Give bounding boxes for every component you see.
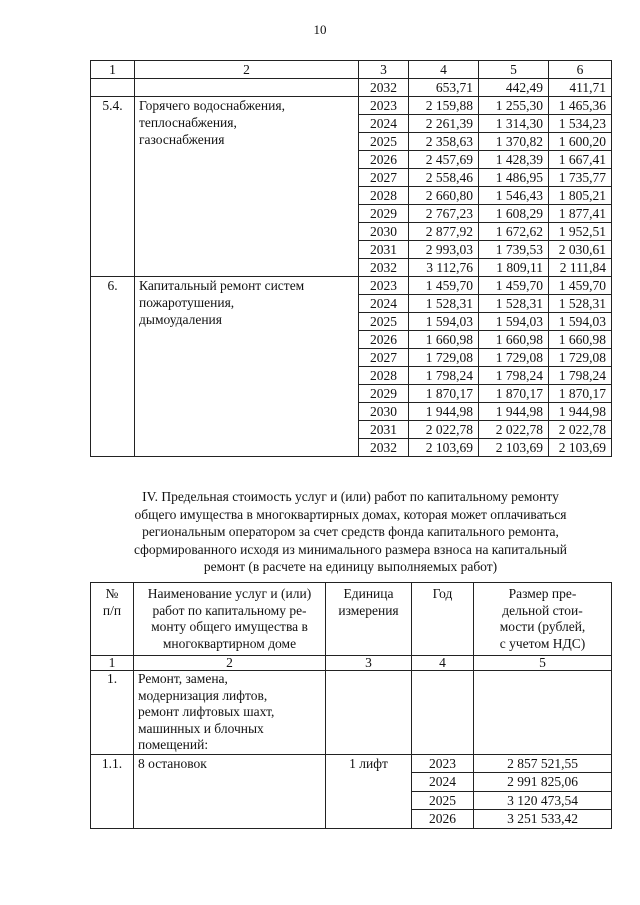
header-cell: 2 bbox=[135, 61, 359, 79]
value-cell: 1 594,03 bbox=[409, 313, 479, 331]
header-max-cost: Размер пре- дельной стои- мости (рублей, с учетом НДС) bbox=[474, 583, 612, 656]
value-cell: 1 809,11 bbox=[479, 259, 549, 277]
table-row bbox=[91, 671, 612, 755]
value-cell: 1 459,70 bbox=[479, 277, 549, 295]
year-cell: 2032 bbox=[359, 439, 409, 457]
value-cell: 1 660,98 bbox=[409, 331, 479, 349]
year-cell: 2024 bbox=[359, 295, 409, 313]
section-iv-heading bbox=[90, 488, 611, 576]
item-unit: 1 лифт bbox=[326, 754, 412, 828]
cost-cell: 2 857 521,55 bbox=[474, 754, 612, 773]
table-header-row bbox=[91, 583, 612, 656]
heading-line: региональным оператором за счет средств фонда капитального ремонта, bbox=[142, 524, 559, 540]
value-cell: 1 944,98 bbox=[549, 403, 612, 421]
table-row bbox=[91, 79, 612, 97]
year-cell: 2023 bbox=[412, 754, 474, 773]
item-number: 6. bbox=[91, 277, 135, 457]
value-cell: 1 660,98 bbox=[479, 331, 549, 349]
value-cell: 1 428,39 bbox=[479, 151, 549, 169]
value-cell: 2 103,69 bbox=[479, 439, 549, 457]
item-name: Ремонт, замена, модернизация лифтов, ремонт лифтовых шахт, машинных и блочных помещений: bbox=[134, 671, 326, 755]
header-cell: 6 bbox=[549, 61, 612, 79]
value-cell: 2 767,23 bbox=[409, 205, 479, 223]
item-number: 5.4. bbox=[91, 97, 135, 277]
item-name bbox=[135, 277, 359, 457]
item-name-line: Капитальный ремонт систем bbox=[139, 278, 305, 293]
header-number: № п/п bbox=[91, 583, 134, 656]
year-cell: 2031 bbox=[359, 241, 409, 259]
year-cell: 2023 bbox=[359, 277, 409, 295]
value-cell: 1 735,77 bbox=[549, 169, 612, 187]
value-cell: 1 528,31 bbox=[479, 295, 549, 313]
value-cell: 1 672,62 bbox=[479, 223, 549, 241]
header-cell: 1 bbox=[91, 61, 135, 79]
value-cell: 1 465,36 bbox=[549, 97, 612, 115]
item-name-line: газоснабжения bbox=[139, 132, 225, 147]
header-cell: 5 bbox=[479, 61, 549, 79]
table-row bbox=[91, 277, 612, 295]
value-cell: 1 314,30 bbox=[479, 115, 549, 133]
value-cell: 2 358,63 bbox=[409, 133, 479, 151]
year-cell: 2026 bbox=[359, 331, 409, 349]
value-cell: 2 558,46 bbox=[409, 169, 479, 187]
year-cell: 2025 bbox=[359, 133, 409, 151]
heading-line: сформированного исходя из минимального размера взноса на капитальный bbox=[133, 541, 568, 557]
value-cell: 1 608,29 bbox=[479, 205, 549, 223]
value-cell: 2 103,69 bbox=[549, 439, 612, 457]
empty-cell bbox=[474, 671, 612, 755]
index-cell: 1 bbox=[91, 656, 134, 671]
year-cell: 2024 bbox=[412, 773, 474, 792]
value-cell: 2 993,03 bbox=[409, 241, 479, 259]
cost-cell: 2 991 825,06 bbox=[474, 773, 612, 792]
year-cell: 2029 bbox=[359, 205, 409, 223]
value-cell: 1 534,23 bbox=[549, 115, 612, 133]
header-cell: 3 bbox=[359, 61, 409, 79]
column-index-row bbox=[91, 656, 612, 671]
value-cell: 1 546,43 bbox=[479, 187, 549, 205]
value-cell: 1 486,95 bbox=[479, 169, 549, 187]
value-cell: 1 660,98 bbox=[549, 331, 612, 349]
value-cell: 1 729,08 bbox=[409, 349, 479, 367]
value-cell: 1 370,82 bbox=[479, 133, 549, 151]
value-cell: 2 103,69 bbox=[409, 439, 479, 457]
item-number: 1. bbox=[91, 671, 134, 755]
value-cell: 1 255,30 bbox=[479, 97, 549, 115]
year-cell: 2030 bbox=[359, 223, 409, 241]
year-cell: 2032 bbox=[359, 79, 409, 97]
year-cell: 2025 bbox=[359, 313, 409, 331]
year-cell: 2026 bbox=[359, 151, 409, 169]
year-cell: 2023 bbox=[359, 97, 409, 115]
value-cell: 1 729,08 bbox=[549, 349, 612, 367]
empty-cell bbox=[135, 79, 359, 97]
page-number: 10 bbox=[313, 22, 327, 37]
value-cell: 2 660,80 bbox=[409, 187, 479, 205]
year-cell: 2024 bbox=[359, 115, 409, 133]
year-cell: 2031 bbox=[359, 421, 409, 439]
item-name-line: пожаротушения, bbox=[139, 295, 235, 310]
heading-line: общего имущества в многоквартирных домах, которая может оплачиваться bbox=[134, 506, 567, 522]
item-name-line: теплоснабжения, bbox=[139, 115, 237, 130]
value-cell: 2 877,92 bbox=[409, 223, 479, 241]
value-cell: 2 159,88 bbox=[409, 97, 479, 115]
year-cell: 2027 bbox=[359, 349, 409, 367]
value-cell: 1 877,41 bbox=[549, 205, 612, 223]
value-cell: 1 798,24 bbox=[409, 367, 479, 385]
cost-table-continued bbox=[90, 60, 612, 457]
value-cell: 1 739,53 bbox=[479, 241, 549, 259]
empty-cell bbox=[412, 671, 474, 755]
empty-cell bbox=[91, 79, 135, 97]
value-cell: 1 459,70 bbox=[409, 277, 479, 295]
value-cell: 1 870,17 bbox=[409, 385, 479, 403]
value-cell: 411,71 bbox=[549, 79, 612, 97]
value-cell: 2 261,39 bbox=[409, 115, 479, 133]
value-cell: 3 112,76 bbox=[409, 259, 479, 277]
value-cell: 2 022,78 bbox=[409, 421, 479, 439]
value-cell: 1 729,08 bbox=[479, 349, 549, 367]
header-name: Наименование услуг и (или) работ по капитальному ре- монту общего имущества в многоквартирном доме bbox=[134, 583, 326, 656]
index-cell: 2 bbox=[134, 656, 326, 671]
value-cell: 1 870,17 bbox=[549, 385, 612, 403]
value-cell: 1 600,20 bbox=[549, 133, 612, 151]
value-cell: 1 528,31 bbox=[409, 295, 479, 313]
value-cell: 442,49 bbox=[479, 79, 549, 97]
value-cell: 2 030,61 bbox=[549, 241, 612, 259]
year-cell: 2025 bbox=[412, 791, 474, 810]
value-cell: 1 594,03 bbox=[479, 313, 549, 331]
year-cell: 2029 bbox=[359, 385, 409, 403]
empty-cell bbox=[326, 671, 412, 755]
header-cell: 4 bbox=[409, 61, 479, 79]
heading-line: IV. Предельная стоимость услуг и (или) работ по капитальному ремонту bbox=[142, 489, 559, 504]
value-cell: 1 528,31 bbox=[549, 295, 612, 313]
header-unit: Единица измерения bbox=[326, 583, 412, 656]
header-year: Год bbox=[412, 583, 474, 656]
value-cell: 1 805,21 bbox=[549, 187, 612, 205]
item-name: 8 остановок bbox=[134, 754, 326, 828]
table-header-row bbox=[91, 61, 612, 79]
cost-cell: 3 251 533,42 bbox=[474, 810, 612, 829]
heading-line: ремонт (в расчете на единицу выполняемых работ) bbox=[203, 559, 498, 575]
item-name bbox=[135, 97, 359, 277]
value-cell: 1 870,17 bbox=[479, 385, 549, 403]
table-row bbox=[91, 97, 612, 115]
value-cell: 1 594,03 bbox=[549, 313, 612, 331]
year-cell: 2028 bbox=[359, 367, 409, 385]
value-cell: 1 459,70 bbox=[549, 277, 612, 295]
value-cell: 1 798,24 bbox=[479, 367, 549, 385]
value-cell: 2 111,84 bbox=[549, 259, 612, 277]
value-cell: 1 667,41 bbox=[549, 151, 612, 169]
value-cell: 1 952,51 bbox=[549, 223, 612, 241]
year-cell: 2030 bbox=[359, 403, 409, 421]
value-cell: 2 022,78 bbox=[549, 421, 612, 439]
year-cell: 2027 bbox=[359, 169, 409, 187]
lift-repair-cost-table bbox=[90, 582, 612, 829]
year-cell: 2026 bbox=[412, 810, 474, 829]
value-cell: 1 944,98 bbox=[479, 403, 549, 421]
year-cell: 2028 bbox=[359, 187, 409, 205]
value-cell: 2 457,69 bbox=[409, 151, 479, 169]
year-cell: 2032 bbox=[359, 259, 409, 277]
cost-cell: 3 120 473,54 bbox=[474, 791, 612, 810]
item-name-line: дымоудаления bbox=[139, 312, 222, 327]
item-name-line: Горячего водоснабжения, bbox=[139, 98, 285, 113]
table-row bbox=[91, 754, 612, 773]
index-cell: 5 bbox=[474, 656, 612, 671]
value-cell: 653,71 bbox=[409, 79, 479, 97]
index-cell: 4 bbox=[412, 656, 474, 671]
index-cell: 3 bbox=[326, 656, 412, 671]
value-cell: 2 022,78 bbox=[479, 421, 549, 439]
item-number: 1.1. bbox=[91, 754, 134, 828]
value-cell: 1 944,98 bbox=[409, 403, 479, 421]
value-cell: 1 798,24 bbox=[549, 367, 612, 385]
